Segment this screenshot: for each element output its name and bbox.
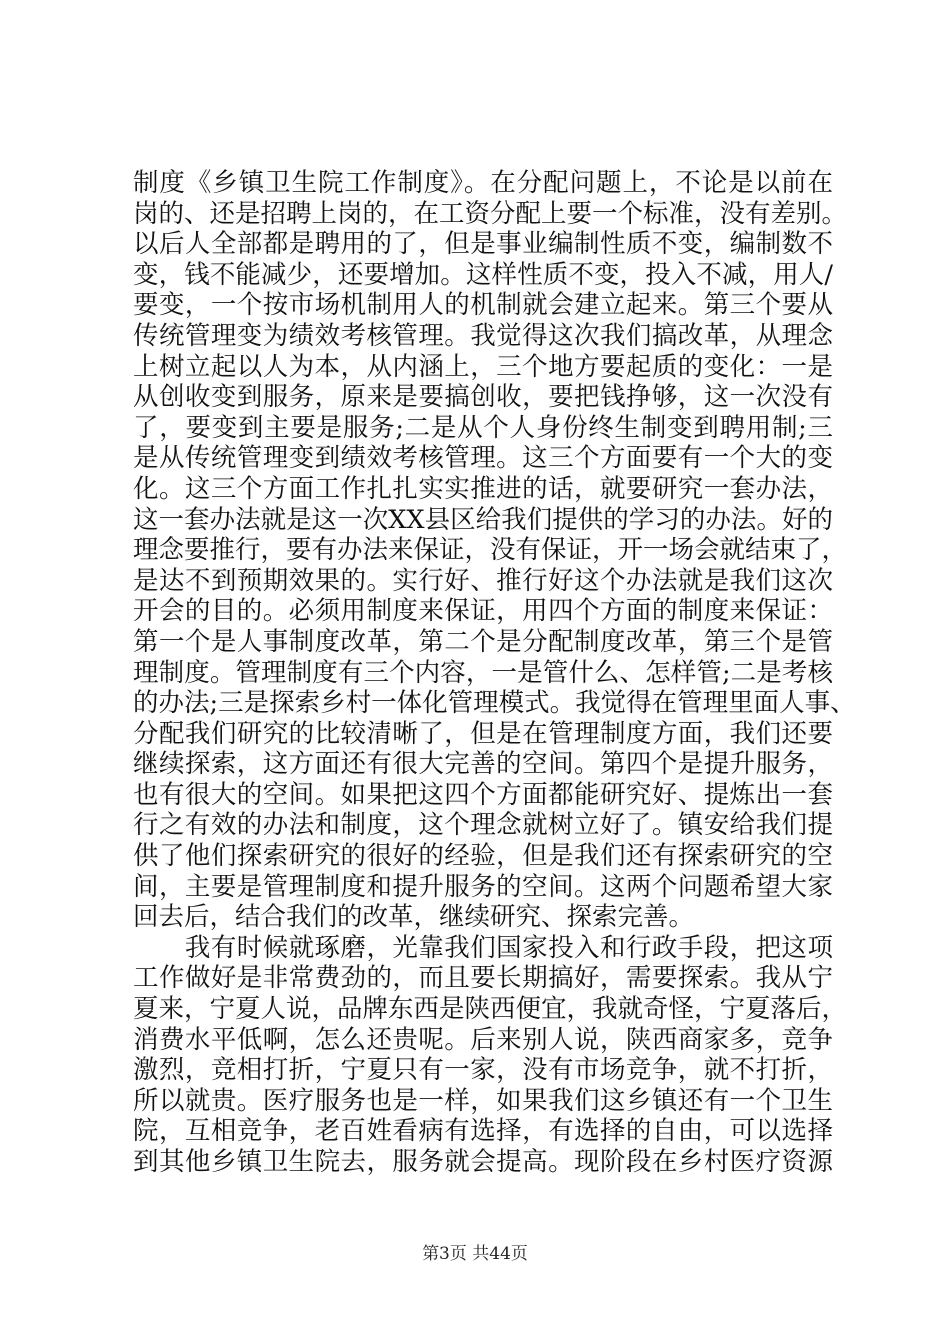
text-line: 理制度。管理制度有三个内容，一是管什么、怎样管;二是考核 — [133, 657, 833, 688]
text-line: 变，钱不能减少，还要增加。这样性质不变，投入不减，用人/ — [133, 259, 833, 290]
text-line: 继续探索，这方面还有很大完善的空间。第四个是提升服务， — [133, 749, 833, 780]
text-line: 间，主要是管理制度和提升服务的空间。这两个问题希望大家 — [133, 871, 833, 902]
text-line: 化。这三个方面工作扎扎实实推进的话，就要研究一套办法， — [133, 473, 833, 504]
text-line: 分配我们研究的比较清晰了，但是在管理制度方面，我们还要 — [133, 718, 833, 749]
text-line: 了，要变到主要是服务;二是从个人身份终生制变到聘用制;三 — [133, 412, 833, 443]
text-line: 是达不到预期效果的。实行好、推行好这个办法就是我们这次 — [133, 565, 833, 596]
text-line-paragraph-end: 回去后，结合我们的改革，继续研究、探索完善。 — [133, 902, 695, 933]
text-line: 理念要推行，要有办法来保证，没有保证，开一场会就结束了， — [133, 535, 848, 566]
page-number-footer: 第3页 共44页 — [422, 1244, 528, 1264]
text-line: 激烈，竞相打折，宁夏只有一家，没有市场竞争，就不打折， — [133, 1055, 833, 1086]
text-line: 传统管理变为绩效考核管理。我觉得这次我们搞改革，从理念 — [133, 320, 833, 351]
text-line: 岗的、还是招聘上岗的，在工资分配上要一个标准，没有差别。 — [133, 198, 848, 229]
text-line: 第一个是人事制度改革，第二个是分配制度改革，第三个是管 — [133, 626, 833, 657]
text-line: 所以就贵。医疗服务也是一样，如果我们这乡镇还有一个卫生 — [133, 1085, 833, 1116]
text-line: 以后人全部都是聘用的了，但是事业编制性质不变，编制数不 — [133, 229, 833, 260]
text-line: 到其他乡镇卫生院去，服务就会提高。现阶段在乡村医疗资源 — [133, 1147, 833, 1177]
text-line: 行之有效的办法和制度，这个理念就树立好了。镇安给我们提 — [133, 810, 833, 841]
text-line: 工作做好是非常费劲的，而且要长期搞好，需要探索。我从宁 — [133, 963, 833, 994]
text-line: 制度《乡镇卫生院工作制度》。在分配问题上，不论是以前在 — [133, 168, 833, 198]
text-line: 也有很大的空间。如果把这四个方面都能研究好、提炼出一套 — [133, 779, 833, 810]
text-line-paragraph-start: 我有时候就琢磨，光靠我们国家投入和行政手段，把这项 — [133, 932, 833, 963]
body-text — [133, 168, 856, 1178]
text-line: 夏来，宁夏人说，品牌东西是陕西便宜，我就奇怪，宁夏落后， — [133, 994, 848, 1025]
text-line: 开会的目的。必须用制度来保证，用四个方面的制度来保证： — [133, 596, 833, 627]
text-line: 从创收变到服务，原来是要搞创收，要把钱挣够，这一次没有 — [133, 382, 833, 413]
text-line: 这一套办法就是这一次XX县区给我们提供的学习的办法。好的 — [133, 504, 833, 535]
text-line: 是从传统管理变到绩效考核管理。这三个方面要有一个大的变 — [133, 443, 833, 474]
text-line: 的办法;三是探索乡村一体化管理模式。我觉得在管理里面人事、 — [133, 688, 856, 719]
text-line: 上树立起以人为本，从内涵上，三个地方要起质的变化：一是 — [133, 351, 833, 382]
text-line: 供了他们探索研究的很好的经验，但是我们还有探索研究的空 — [133, 841, 833, 872]
text-line: 消费水平低啊，怎么还贵呢。后来别人说，陕西商家多，竞争 — [133, 1024, 833, 1055]
text-line: 院，互相竞争，老百姓看病有选择，有选择的自由，可以选择 — [133, 1116, 833, 1147]
text-line: 要变，一个按市场机制用人的机制就会建立起来。第三个要从 — [133, 290, 833, 321]
